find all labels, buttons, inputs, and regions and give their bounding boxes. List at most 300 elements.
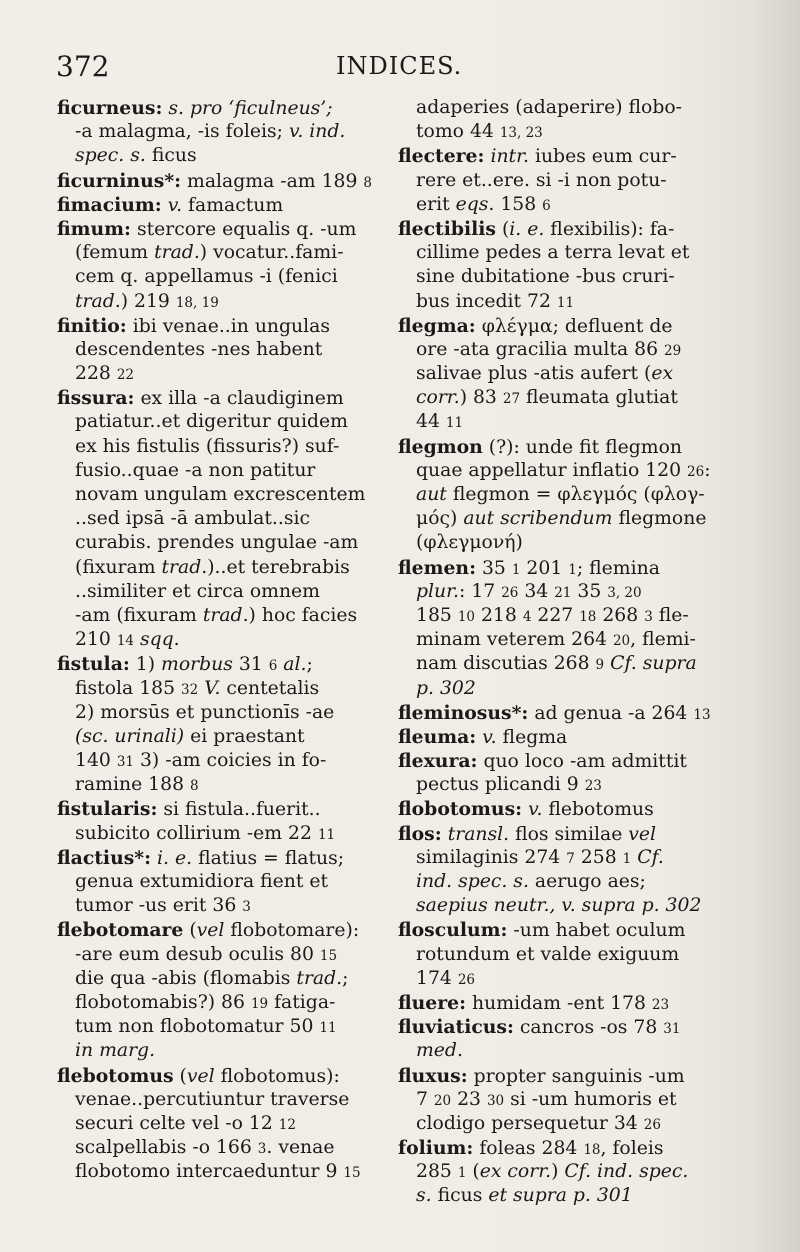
index-text: Cf. ind. spec. <box>564 1161 689 1183</box>
index-text: (φλεγμονή) <box>416 532 523 554</box>
index-text: trad. <box>202 604 249 626</box>
index-text: 228 <box>75 363 117 385</box>
index-text: trad. <box>161 556 208 578</box>
index-text: die qua -abis (flomabis <box>75 967 297 989</box>
index-text: intr. <box>490 146 529 168</box>
index-headword: fluere: <box>398 991 467 1014</box>
index-headword: flemen: <box>398 556 477 579</box>
index-text: 20 <box>433 1092 452 1109</box>
index-line <box>57 894 387 918</box>
index-text: salivae plus -atis aufert ( <box>416 363 652 385</box>
index-text: ei praestant <box>184 725 305 747</box>
index-text: rotundum et valde exiguum <box>416 943 680 965</box>
index-text: vel <box>186 1065 215 1087</box>
index-text: 1 <box>457 1165 467 1182</box>
index-text: genua extumidiora fient et <box>75 871 329 892</box>
index-text: 285 <box>416 1161 458 1183</box>
index-line <box>57 362 387 386</box>
index-line <box>398 894 728 918</box>
index-line <box>398 120 728 144</box>
index-text: med. <box>416 1040 463 1062</box>
index-text: ..similiter et circa omnem <box>75 580 320 602</box>
index-line <box>57 1039 387 1063</box>
index-line <box>398 435 728 459</box>
index-line <box>398 217 728 241</box>
index-text: ex corr. <box>479 1161 552 1183</box>
index-text: ( <box>173 1065 187 1087</box>
index-text: flos similae <box>509 823 629 845</box>
index-text: ex his fistulis (fissuris?) suf- <box>75 435 340 457</box>
index-line <box>57 507 387 531</box>
index-line <box>398 144 728 168</box>
index-line <box>398 1160 728 1184</box>
index-text: venae..percutiuntur traverse <box>75 1088 350 1110</box>
index-text: pectus plicandi 9 <box>416 774 585 796</box>
index-text: ; <box>342 967 349 989</box>
index-text: morbus <box>161 654 233 676</box>
index-line <box>398 386 728 410</box>
index-headword: fistula: <box>57 653 130 676</box>
index-text: ( <box>495 218 510 240</box>
index-text: 29 <box>664 342 682 359</box>
index-text: subicito collirium -em 22 <box>75 822 318 844</box>
index-text: 12 <box>278 1116 296 1133</box>
index-line <box>57 797 387 821</box>
index-text: spec. s. <box>75 145 146 167</box>
index-text: sine dubitatione -bus cruri- <box>416 266 675 288</box>
index-text: stercore equalis q. -um <box>131 218 357 240</box>
index-line <box>57 241 387 265</box>
index-text: ; <box>306 654 313 676</box>
index-text: 1) <box>129 654 162 676</box>
index-text: (?): unde fit flegmon <box>482 436 683 458</box>
index-text: trad. <box>296 967 343 989</box>
index-text: ad genua -a 264 <box>528 702 694 724</box>
index-text: ramine 188 <box>75 774 190 796</box>
index-text: (sc. urinali) <box>75 725 185 747</box>
running-head <box>56 50 736 90</box>
index-line <box>57 991 387 1015</box>
index-headword: flegma: <box>398 314 476 337</box>
index-text: : <box>704 459 711 481</box>
index-headword: flebotomus <box>57 1064 174 1087</box>
index-headword: flebotomare <box>57 919 184 942</box>
index-text: 30 <box>486 1092 505 1109</box>
index-text: 31 <box>663 1021 681 1038</box>
index-text: ) 83 <box>459 387 503 409</box>
index-text: i. e. <box>509 218 545 240</box>
index-line <box>57 410 387 434</box>
index-text: i. e. <box>157 847 193 869</box>
index-line <box>398 193 728 217</box>
index-line <box>398 410 728 434</box>
index-text: nam discutias 268 <box>416 653 596 675</box>
index-text: (fixuram <box>75 556 162 578</box>
index-line <box>57 943 387 967</box>
index-text: flexibilis): fa- <box>544 218 675 240</box>
index-text: -um habet oculum <box>507 920 686 942</box>
index-line <box>57 556 387 580</box>
index-text: corr. <box>416 387 460 409</box>
index-text: famactum <box>182 194 284 216</box>
index-text: , flemi- <box>630 629 696 651</box>
index-text: ind. spec. s. <box>416 871 529 892</box>
index-headword: flectere: <box>398 145 485 168</box>
index-text: flebotomus <box>542 799 654 821</box>
index-text: Cf. <box>637 846 664 868</box>
index-text: cancros -os 78 <box>513 1017 664 1039</box>
index-text: quo loco -am admittit <box>477 751 687 773</box>
index-text: 20 <box>612 633 631 650</box>
index-text: 23 <box>584 778 602 795</box>
index-text: 11 <box>556 294 575 311</box>
index-text: eqs. <box>455 193 495 215</box>
index-column-right <box>398 96 728 1209</box>
index-text: si -um humoris et <box>504 1088 677 1110</box>
index-text: 185 <box>416 604 458 626</box>
index-text: ) vocatur..fami- <box>199 242 344 264</box>
index-text: 1 <box>511 561 521 578</box>
index-line <box>398 556 728 580</box>
index-text: 3) -am coicies in fo- <box>134 750 327 772</box>
index-text: 35 <box>476 557 512 579</box>
index-line <box>57 483 387 507</box>
index-text: 27 <box>502 391 521 408</box>
index-text: 18 <box>583 1142 601 1159</box>
index-headword: fleuma: <box>398 725 477 748</box>
index-headword: fistularis: <box>57 798 158 821</box>
index-text: tum non flobotomatur 50 <box>75 1016 320 1038</box>
index-text: descendentes -nes habent <box>75 338 323 360</box>
index-text: minam veterem 264 <box>416 629 613 651</box>
index-line <box>57 580 387 604</box>
index-text: fusio..quae -a non patitur <box>75 459 316 481</box>
index-headword: fimum: <box>57 217 131 240</box>
index-line <box>398 652 728 676</box>
index-text: 9 <box>595 657 605 674</box>
index-text: 140 <box>75 750 117 772</box>
index-text: 7 <box>416 1088 434 1110</box>
index-text: flobotomabis?) 86 <box>75 991 251 1013</box>
index-text: 18, 19 <box>175 294 219 311</box>
index-text: 7 <box>566 850 575 867</box>
index-text: vel <box>628 823 657 845</box>
index-headword: ficurneus: <box>57 97 163 119</box>
index-line <box>57 531 387 555</box>
index-line <box>398 1039 728 1063</box>
index-line <box>398 1088 728 1112</box>
index-text: s. pro ‘ficulneus’; <box>168 98 333 119</box>
index-text: similaginis 274 <box>416 846 567 868</box>
index-text: 3 <box>257 1141 267 1158</box>
index-text: 8 <box>190 778 199 795</box>
index-line <box>398 1136 728 1160</box>
index-text: v. ind. <box>288 121 346 143</box>
index-text: 14 <box>116 633 135 650</box>
index-text: fistola 185 <box>75 677 182 699</box>
index-line <box>57 1136 387 1160</box>
index-headword: flectibilis <box>398 217 496 240</box>
index-text: securi celte vel -o 12 <box>75 1112 279 1134</box>
index-text: 44 <box>416 411 446 433</box>
index-text: 174 <box>416 967 458 989</box>
index-text: aut scribendum <box>463 508 613 530</box>
index-text: si fistula..fuerit.. <box>157 799 321 821</box>
index-text: 11 <box>319 1020 337 1037</box>
index-text: -are eum desub oculis 80 <box>75 943 320 965</box>
index-headword: fluxus: <box>398 1064 468 1087</box>
index-line <box>57 918 387 942</box>
index-text: 11 <box>445 415 464 432</box>
index-text: v. <box>167 194 183 216</box>
index-text: 210 <box>75 629 117 651</box>
index-headword: flactius*: <box>57 846 152 869</box>
index-text: clodigo persequetur 34 <box>416 1112 644 1134</box>
index-headword: flexura: <box>398 750 478 773</box>
index-text: ( <box>466 1161 480 1183</box>
index-text: 3 <box>644 608 653 625</box>
index-line <box>398 265 728 289</box>
index-text: 2) morsūs et punctionīs -ae <box>75 701 335 723</box>
index-line <box>398 701 728 725</box>
index-text: trad. <box>154 242 200 264</box>
index-line <box>398 96 728 120</box>
index-line <box>57 677 387 701</box>
index-line <box>398 314 728 338</box>
index-text: 23 <box>651 996 670 1013</box>
index-text: flegma <box>496 726 568 748</box>
index-text: fle- <box>652 604 689 626</box>
index-line <box>398 459 728 483</box>
index-text: ore -ata gracilia multa 86 <box>416 338 665 360</box>
index-text: ) hoc facies <box>248 604 358 626</box>
index-text: ..sed ipsā -ā ambulat..sic <box>75 508 311 530</box>
index-text: 13 <box>693 706 711 723</box>
index-headword: flobotomus: <box>398 798 523 821</box>
index-text: fatiga- <box>268 991 336 1013</box>
index-line <box>57 265 387 289</box>
index-text: v. <box>482 726 497 748</box>
index-line <box>398 967 728 991</box>
index-line <box>57 1064 387 1088</box>
index-text: 35 <box>571 580 608 602</box>
index-text: : 17 <box>459 580 502 602</box>
index-text: cem q. appellamus -i (fenici <box>75 266 338 288</box>
index-line <box>57 1160 387 1184</box>
index-line <box>398 1184 728 1208</box>
index-text: trad. <box>75 290 121 312</box>
index-line <box>57 1112 387 1136</box>
index-line <box>57 1015 387 1039</box>
index-text: 201 <box>520 557 569 579</box>
index-text: 18 <box>579 608 597 625</box>
index-text: V. <box>204 677 221 699</box>
index-text: flegmon = φλεγμός (φλογ- <box>446 484 705 505</box>
index-line <box>57 314 387 338</box>
index-line <box>57 701 387 725</box>
index-text: 227 <box>531 604 580 626</box>
index-line <box>57 217 387 241</box>
index-text: 158 <box>494 193 543 215</box>
index-text: . venae <box>266 1137 335 1159</box>
index-line <box>57 169 387 193</box>
index-text: μός) <box>416 508 464 530</box>
index-line <box>57 749 387 773</box>
index-text: 34 <box>518 580 555 602</box>
index-text: , foleis <box>600 1138 664 1160</box>
index-text: flobotomus): <box>214 1065 340 1087</box>
index-text: 26 <box>643 1116 661 1133</box>
index-text: -am (fixuram <box>75 604 203 626</box>
index-text: 4 <box>522 608 532 625</box>
index-text: 8 <box>363 174 372 191</box>
index-text: tumor -us erit 36 <box>75 895 243 917</box>
index-text: flatius = flatus; <box>192 847 345 869</box>
index-text: cillime pedes a terra levat et <box>416 242 690 264</box>
index-line <box>57 193 387 217</box>
index-line <box>398 918 728 942</box>
index-line <box>398 870 728 894</box>
index-column-left <box>57 96 387 1184</box>
index-text: aerugo aes; <box>528 871 646 892</box>
index-headword: flos: <box>398 822 442 845</box>
index-text: 22 <box>116 367 135 384</box>
index-text: propter sanguinis -um <box>467 1065 685 1087</box>
index-text: plur. <box>416 580 460 602</box>
index-text: 6 <box>268 658 278 675</box>
index-text: φλέγμα; defluent de <box>475 315 673 337</box>
index-text: ibi venae..in ungulas <box>126 315 330 337</box>
index-line <box>398 822 728 846</box>
index-line <box>57 846 387 870</box>
index-text: ) <box>551 1161 565 1183</box>
index-line <box>57 967 387 991</box>
index-text: 19 <box>250 995 269 1012</box>
index-text: 26 <box>501 584 519 601</box>
index-line <box>398 725 728 749</box>
index-line <box>57 822 387 846</box>
index-text: 3 <box>242 899 251 916</box>
index-line <box>57 459 387 483</box>
index-headword: folium: <box>398 1137 474 1160</box>
index-line <box>57 290 387 314</box>
index-line <box>398 1112 728 1136</box>
index-text: 10 <box>457 608 476 625</box>
index-text: 258 <box>574 846 623 868</box>
index-text: 21 <box>554 584 572 601</box>
index-text: 15 <box>343 1165 361 1182</box>
index-text: 11 <box>317 826 336 843</box>
index-text: 13, 23 <box>499 125 543 142</box>
index-line <box>57 338 387 362</box>
index-text: in marg. <box>75 1040 156 1062</box>
index-text: aut <box>416 484 447 505</box>
index-text: ; flemina <box>576 557 660 579</box>
index-headword: fleminosus*: <box>398 701 529 724</box>
index-text: 23 <box>451 1088 487 1110</box>
index-text: novam ungulam excrescentem <box>75 484 366 505</box>
index-text: transl. <box>447 823 510 845</box>
index-line <box>398 1064 728 1088</box>
index-line <box>57 144 387 168</box>
index-text: Cf. supra <box>610 653 697 675</box>
index-text: centetalis <box>220 677 320 699</box>
index-text: sqq. <box>140 629 180 651</box>
index-line <box>398 628 728 652</box>
index-line <box>57 628 387 652</box>
index-line <box>398 169 728 193</box>
index-line <box>398 531 728 555</box>
index-headword: ficurninus*: <box>57 169 182 192</box>
index-text: ficus <box>431 1185 489 1207</box>
index-text: 26 <box>687 463 705 480</box>
index-text: s. <box>416 1185 432 1207</box>
index-headword: finitio: <box>57 314 127 337</box>
index-headword: flegmon <box>398 435 483 458</box>
index-text: scalpellabis -o 166 <box>75 1137 258 1159</box>
page-number: 372 <box>56 50 110 83</box>
index-text: adaperies (adaperire) flobo- <box>416 97 683 118</box>
index-line <box>398 677 728 701</box>
index-text: saepius neutr., v. supra p. 302 <box>416 895 702 917</box>
index-text: -a malagma, -is foleis; <box>75 121 289 143</box>
index-text: ( <box>183 920 197 942</box>
index-text: (femum <box>75 242 155 264</box>
index-text: malagma -am 189 <box>181 170 364 192</box>
index-line <box>398 1015 728 1039</box>
index-text: flegmone <box>612 508 707 530</box>
index-text: humidam -ent 178 <box>466 992 652 1014</box>
index-text: et supra p. 301 <box>488 1185 633 1207</box>
index-text: 31 <box>232 654 269 676</box>
index-text: 6 <box>542 197 551 214</box>
index-line <box>57 1088 387 1112</box>
index-text: 15 <box>319 947 338 964</box>
index-text: )..et terebrabis <box>207 556 350 578</box>
index-text: vel <box>196 920 225 942</box>
index-text: 31 <box>116 754 135 771</box>
index-text: ex <box>651 363 674 385</box>
index-text: 1 <box>622 850 632 867</box>
index-line <box>57 652 387 676</box>
index-line <box>398 580 728 604</box>
index-text: 26 <box>457 971 476 988</box>
index-text: 32 <box>181 681 199 698</box>
index-text: fleumata glutiat <box>520 387 678 409</box>
index-text: tomo 44 <box>416 121 500 143</box>
index-text: 1 <box>568 561 577 578</box>
index-line <box>398 507 728 531</box>
index-line <box>398 483 728 507</box>
index-text: flobotomare): <box>224 920 360 942</box>
index-text: 268 <box>596 604 645 626</box>
index-headword: fissura: <box>57 387 135 410</box>
index-line <box>398 943 728 967</box>
index-line <box>398 991 728 1015</box>
index-text: ex illa -a claudiginem <box>134 388 344 410</box>
index-text: v. <box>528 799 543 821</box>
index-line <box>57 96 387 120</box>
index-headword: fimacium: <box>57 193 162 216</box>
index-text: rere et..ere. si -i non potu- <box>416 169 667 191</box>
index-text: al. <box>283 654 307 676</box>
index-line <box>57 435 387 459</box>
index-line <box>57 120 387 144</box>
index-text: p. 302 <box>416 677 476 699</box>
index-headword: fluviaticus: <box>398 1016 514 1039</box>
index-line <box>398 241 728 265</box>
index-text: bus incedit 72 <box>416 290 557 312</box>
